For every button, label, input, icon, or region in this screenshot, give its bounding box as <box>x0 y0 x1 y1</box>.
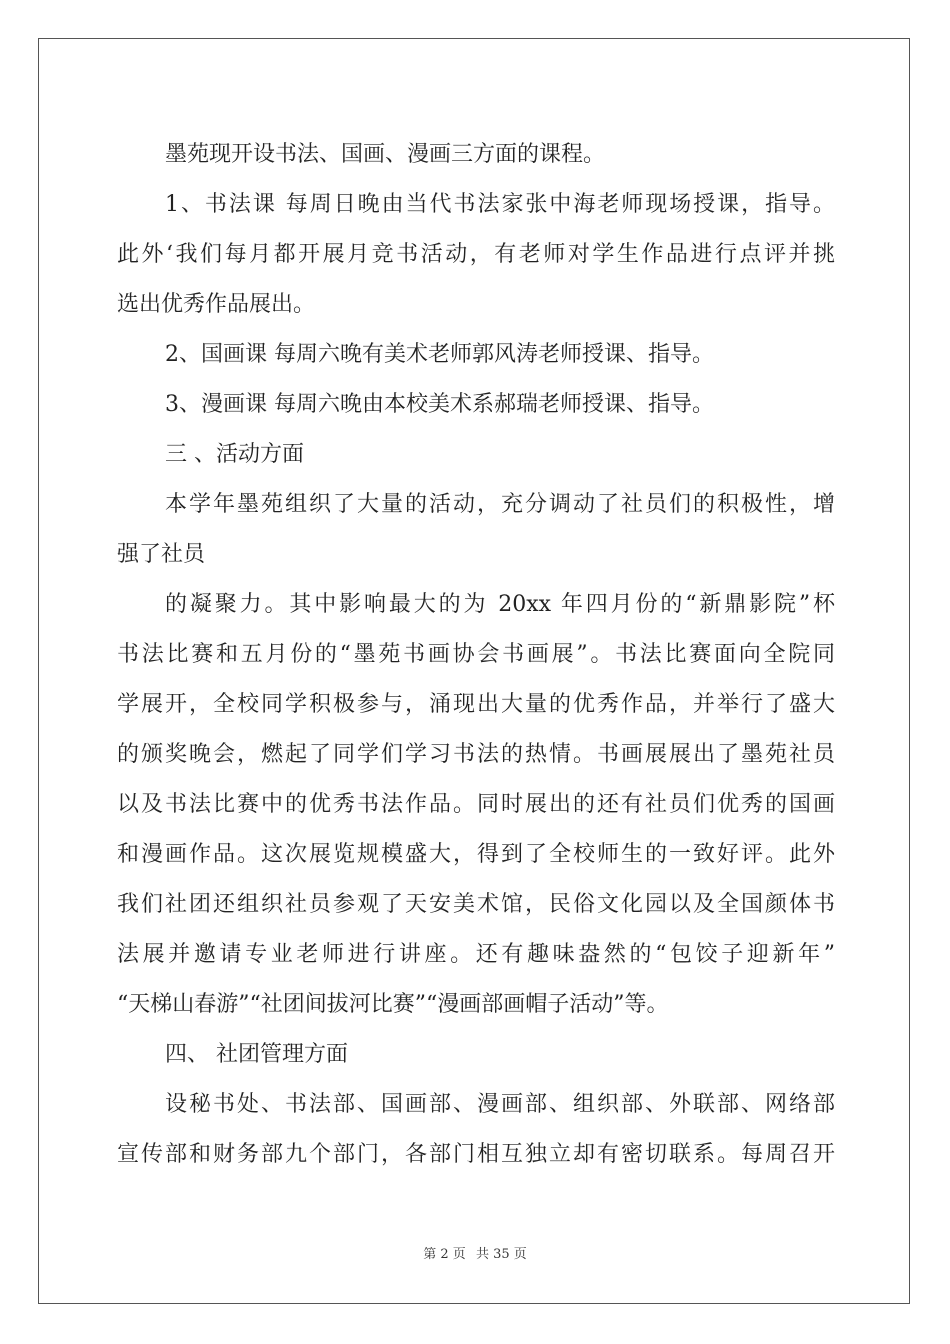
text-line: 3、漫画课 每周六晚由本校美术系郝瑞老师授课、指导。 <box>165 392 714 417</box>
text-line: 以及书法比赛中的优秀书法作品。同时展出的还有社员们优秀的国画 <box>117 792 835 817</box>
text-line: 墨苑现开设书法、国画、漫画三方面的课程。 <box>165 142 606 167</box>
text-line: 和漫画作品。这次展览规模盛大，得到了全校师生的一致好评。此外 <box>117 842 835 867</box>
document-body <box>117 130 835 1180</box>
text-line: 的颁奖晚会，燃起了同学们学习书法的热情。书画展展出了墨苑社员 <box>117 742 835 767</box>
page-total: 共 35 页 <box>475 1247 527 1262</box>
text-line: 选出优秀作品展出。 <box>117 292 316 317</box>
text-line: 我们社团还组织社员参观了天安美术馆，民俗文化园以及全国颜体书 <box>117 892 835 917</box>
text-line: 此外‘我们每月都开展月竞书活动，有老师对学生作品进行点评并挑 <box>117 242 835 267</box>
text-line: 的凝聚力。其中影响最大的为 20xx 年四月份的“新鼎影院”杯 <box>165 592 835 617</box>
text-line: 法展并邀请专业老师进行讲座。还有趣味盎然的“包饺子迎新年” <box>117 942 835 967</box>
text-line: 三 、活动方面 <box>165 442 304 467</box>
text-line: 书法比赛和五月份的“墨苑书画协会书画展”。书法比赛面向全院同 <box>117 642 835 667</box>
text-line: “天梯山春游”“社团间拔河比赛”“漫画部画帽子活动”等。 <box>117 992 669 1017</box>
text-line: 2、国画课 每周六晚有美术老师郭风涛老师授课、指导。 <box>165 342 714 367</box>
text-line: 1、书法课 每周日晚由当代书法家张中海老师现场授课，指导。 <box>165 192 835 217</box>
page-number: 第 2 页 <box>423 1247 466 1262</box>
text-line: 本学年墨苑组织了大量的活动，充分调动了社员们的积极性，增 <box>165 492 835 517</box>
text-line: 四、 社团管理方面 <box>165 1042 348 1067</box>
text-line: 设秘书处、书法部、国画部、漫画部、组织部、外联部、网络部 <box>165 1092 835 1117</box>
text-line: 强了社员 <box>117 542 206 567</box>
text-line: 学展开，全校同学积极参与，涌现出大量的优秀作品，并举行了盛大 <box>117 692 835 717</box>
page-footer <box>0 1243 950 1262</box>
text-line: 宣传部和财务部九个部门，各部门相互独立却有密切联系。每周召开 <box>117 1142 835 1167</box>
